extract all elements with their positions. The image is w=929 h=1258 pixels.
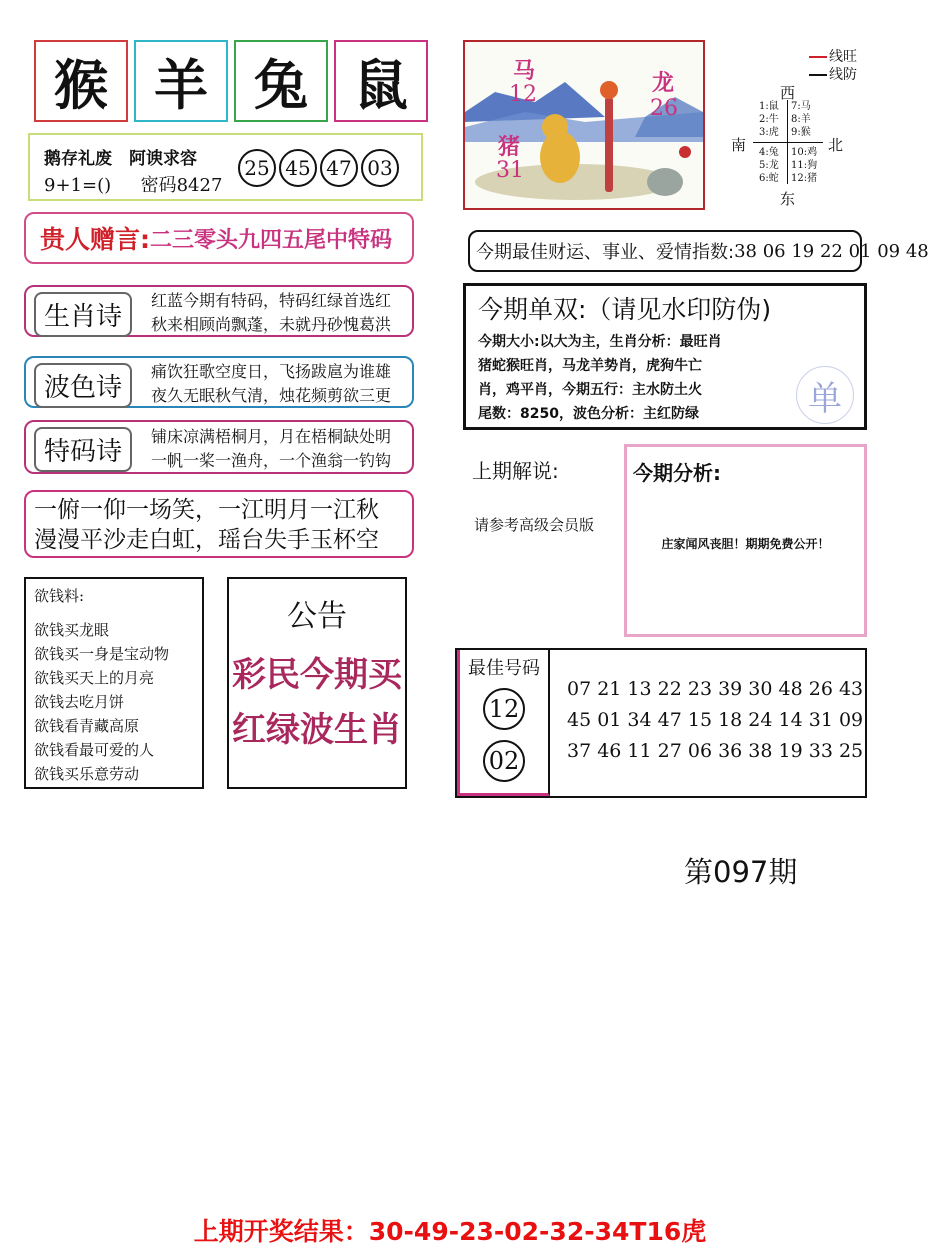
- couplet-box: [24, 490, 414, 558]
- issue-number: 第097期: [684, 855, 798, 889]
- analysis-title: 今期分析:: [633, 461, 721, 485]
- riddle-line1: 鹅存礼废 阿谀求容: [44, 149, 197, 169]
- notice-title: 公告: [287, 599, 347, 634]
- notice-line: 彩民今期买: [232, 655, 402, 695]
- danshuang-title: 今期单双:（请见水印防伪): [478, 295, 772, 324]
- zodiac-box-3: 兔: [234, 40, 328, 122]
- pic-zodiac-dragon: 龙: [652, 70, 675, 96]
- guiren-box: [24, 212, 414, 264]
- legend-wang: 线旺: [809, 46, 857, 66]
- compass-diagram: [725, 40, 875, 210]
- riddle-numbers: [238, 149, 402, 187]
- best-row: 45 01 34 47 15 18 24 14 31 09: [567, 709, 864, 731]
- best-left-panel: [457, 650, 550, 796]
- analysis-box: [624, 444, 867, 637]
- yuqian-item: 欲钱买龙眼: [34, 621, 110, 639]
- lastperiod-title: 上期解说:: [472, 459, 559, 483]
- fortune-numbers: 38 06 19 22 01 09 48: [734, 240, 929, 262]
- notice-line: 红绿波生肖: [232, 710, 402, 750]
- danshuang-line: 今期大小:以大为主，生肖分析：最旺肖: [478, 334, 722, 350]
- riddle-num: 47: [320, 149, 358, 187]
- guiren-label: 贵人赠言:: [40, 225, 150, 254]
- poem-box-shengxiao: [24, 285, 414, 337]
- danshuang-line: 尾数：8250，波色分析：主红防绿: [478, 406, 699, 422]
- riddle-num: 25: [238, 149, 276, 187]
- poem-tag: 波色诗: [34, 363, 132, 408]
- zodiac-box-1: 猴: [34, 40, 128, 122]
- yuqian-item: 欲钱买天上的月亮: [34, 669, 155, 687]
- poem-lines: [151, 425, 391, 473]
- danshuang-line: 肖，鸡平肖，今期五行：主水防土火: [478, 382, 702, 398]
- dir-north: 北: [828, 136, 844, 154]
- poem-line: 夜久无眠秋气清，烛花频剪欲三更: [151, 386, 392, 405]
- danshuang-box: [463, 283, 867, 430]
- riddle-equation: 9+1=(): [44, 175, 112, 196]
- couplet-line: 漫漫平沙走白虹，瑶台失手玉杯空: [34, 527, 379, 553]
- yuqian-item: 欲钱看最可爱的人: [34, 741, 155, 759]
- riddle-box: [28, 133, 423, 201]
- dir-south: 南: [731, 136, 747, 154]
- riddle-password: 密码8427: [140, 175, 223, 196]
- picture-box: [463, 40, 705, 210]
- yuqian-title: 欲钱料:: [34, 587, 85, 605]
- yuqian-item: 欲钱买乐意劳动: [34, 765, 140, 783]
- poem-box-tema: [24, 420, 414, 474]
- dir-west: 西: [780, 84, 796, 102]
- best-title: 最佳号码: [468, 658, 540, 679]
- compass-col: 7:马 8:羊 9:猴: [791, 101, 811, 138]
- best-circle: 12: [483, 688, 525, 730]
- pic-num-pig: 31: [496, 158, 524, 183]
- best-circle: 02: [483, 740, 525, 782]
- zodiac-box-4: 鼠: [334, 40, 428, 122]
- yuqian-box: [24, 577, 204, 789]
- dir-east: 东: [780, 190, 796, 208]
- riddle-line2: [44, 171, 222, 197]
- notice-box: [227, 577, 407, 789]
- riddle-num: 45: [279, 149, 317, 187]
- poem-box-bose: [24, 356, 414, 408]
- best-box: [455, 648, 867, 798]
- guiren-text: 二三零头九四五尾中特码: [150, 227, 393, 253]
- yuqian-item: 欲钱去吃月饼: [34, 693, 125, 711]
- poem-line: 一帆一桨一渔舟，一个渔翁一钓钩: [151, 451, 392, 470]
- poem-line: 红蓝今期有特码，特码红绿首选红: [151, 291, 392, 310]
- pic-num-horse: 12: [509, 82, 537, 107]
- poem-line: 痛饮狂歌空度日，飞扬跋扈为谁雄: [151, 362, 392, 381]
- poem-line: 秋来相顾尚飘蓬，未就丹砂愧葛洪: [151, 315, 392, 334]
- last-result: 上期开奖结果：30-49-23-02-32-34T16虎: [193, 1217, 707, 1246]
- danshuang-lines: [478, 330, 722, 426]
- zodiac-box-2: 羊: [134, 40, 228, 122]
- legend-fang: 线防: [809, 64, 857, 84]
- danshuang-line: 猪蛇猴旺肖，马龙羊势肖，虎狗牛亡: [478, 358, 702, 374]
- compass-hline: [753, 142, 823, 143]
- best-row: 37 46 11 27 06 36 38 19 33 25: [567, 740, 864, 762]
- lastperiod-text: 请参考高级会员版: [474, 516, 595, 534]
- pic-zodiac-pig: 猪: [498, 134, 521, 160]
- compass-col: 4:兔 5:龙 6:蛇: [759, 147, 779, 184]
- analysis-text: 庄家闻风丧胆！期期免费公开！: [661, 537, 830, 551]
- riddle-num: 03: [361, 149, 399, 187]
- poem-line: 铺床凉满梧桐月，月在梧桐缺处明: [151, 427, 392, 446]
- poem-lines: [151, 289, 391, 337]
- fortune-box: [468, 230, 929, 272]
- fortune-label: 今期最佳财运、事业、爱情指数:: [476, 242, 735, 263]
- compass-col: 1:鼠 2:牛 3:虎: [759, 101, 779, 138]
- poem-tag: 特码诗: [34, 427, 132, 472]
- pic-zodiac-horse: 马: [513, 58, 536, 84]
- yuqian-item: 欲钱看青藏高原: [34, 717, 140, 735]
- yuqian-item: 欲钱买一身是宝动物: [34, 645, 170, 663]
- poem-lines: [151, 360, 391, 408]
- dan-stamp: 单: [796, 366, 854, 424]
- pic-num-dragon: 26: [650, 96, 678, 121]
- poem-tag: 生肖诗: [34, 292, 132, 337]
- best-row: 07 21 13 22 23 39 30 48 26 43: [567, 678, 864, 700]
- compass-col: 10:鸡 11:狗 12:猪: [791, 147, 818, 184]
- couplet-line: 一俯一仰一场笑，一江明月一江秋: [34, 497, 379, 523]
- best-numbers: [567, 674, 863, 767]
